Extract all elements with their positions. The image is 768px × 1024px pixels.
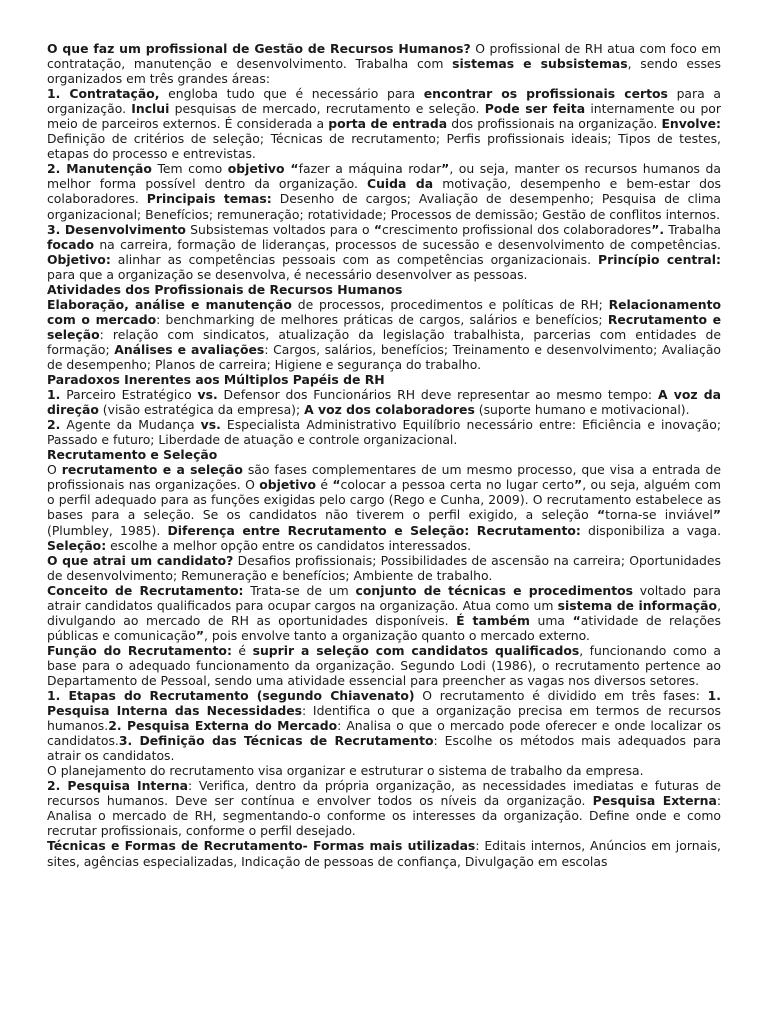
bold-text: ”. <box>651 221 665 237</box>
bold-text: 3. Desenvolvimento <box>47 221 186 237</box>
text: para a organização. <box>47 86 721 117</box>
text: é <box>316 477 333 493</box>
text: O <box>47 462 62 478</box>
bold-text: O que atrai um candidato? <box>47 552 234 568</box>
paragraph <box>47 643 721 688</box>
text: escolhe a melhor opção entre os candidatos interessados. <box>106 537 472 553</box>
bold-text: recrutamento e a seleção <box>61 462 243 478</box>
bold-text: sistemas e subsistemas <box>452 56 628 72</box>
text: Especialista Administrativo Equilíbrio necessário entre: Eficiência e inovação; Passado e futuro; Liberdade de atuação e controle organizacional. <box>47 417 721 448</box>
bold-text: Seleção: <box>47 537 107 553</box>
text: (visão estratégica da empresa); <box>98 402 305 418</box>
text: são fases complementares de um mesmo processo, que visa a entrada de profissionais nas organizações. O <box>47 462 721 493</box>
text: : Verifica, dentro da própria organização, as necessidades imediatas e futuras de recursos humanos. Deve ser contínua e envolver todos os níveis da organização. <box>47 778 721 809</box>
text: , funcionando como a base para o adequado funcionamento da organização. Segundo Lodi (1986), o recrutamento pertence ao Departamento de Pessoal, sendo uma atividade essencial para preencher as vagas nos diversos setores. <box>47 642 721 688</box>
bold-text: Pode ser feita <box>484 101 586 117</box>
text: : relação com sindicatos, atualização da legislação trabalhista, parcerias com entidades de formação; <box>47 326 721 357</box>
paragraph <box>47 387 721 417</box>
text: colocar a pessoa certa no lugar certo <box>340 477 575 493</box>
text: Desafios profissionais; Possibilidades de ascensão na carreira; Oportunidades de desenvolvimento; Remuneração e benefícios; Ambiente de trabalho. <box>47 552 722 583</box>
paragraph <box>47 372 721 387</box>
bold-text: Análises e avaliações <box>114 341 265 357</box>
text: torna-se inviável <box>605 507 713 523</box>
document-body <box>47 41 721 869</box>
bold-text: vs. <box>197 387 218 403</box>
bold-text: “ <box>597 507 606 523</box>
bold-text: Objetivo: <box>47 251 111 267</box>
text: na carreira, formação de lideranças, processos de sucessão e desenvolvimento de competências. <box>94 236 721 252</box>
text: O recrutamento é dividido em três fases: <box>414 688 708 704</box>
text: internamente ou por meio de parceiros externos. É considerada a <box>47 101 721 132</box>
bold-text: Recrutamento e Seleção <box>47 447 218 463</box>
paragraph <box>47 688 721 763</box>
text: Desenho de cargos; Avaliação de desempenho; Pesquisa de clima organizacional; Benefícios; remuneração; rotatividade; Processos de demissão; Gestão de conflitos internos. <box>47 191 721 222</box>
bold-text: Técnicas e Formas de Recrutamento- Formas mais utilizadas <box>47 838 476 854</box>
bold-text: 1. Contratação, <box>47 86 160 102</box>
text: Subsistemas voltados para o <box>185 221 374 237</box>
text: pesquisas de mercado, recrutamento e seleção. <box>169 101 485 117</box>
bold-text: ” <box>574 477 583 493</box>
bold-text: Função do Recrutamento: <box>47 642 232 658</box>
paragraph <box>47 417 721 447</box>
text: Definição de critérios de seleção; Técnicas de recrutamento; Perfis profissionais ideais; Tipos de testes, etapas do processo e entrevistas. <box>47 131 721 162</box>
bold-text: ” <box>195 627 204 643</box>
bold-text: Envolve: <box>661 116 721 132</box>
text: , sendo esses organizados em três grandes áreas: <box>47 56 721 87</box>
text: voltado para atrair candidatos qualificados para ocupar cargos na organização. Atua como um <box>47 582 721 613</box>
text: : Analisa o que o mercado pode oferecer e onde localizar os candidatos. <box>47 718 721 749</box>
bold-text: ” <box>441 161 450 177</box>
text: : benchmarking de melhores práticas de cargos, salários e benefícios; <box>156 311 608 327</box>
bold-text: 2. Manutenção <box>47 161 152 177</box>
paragraph <box>47 222 721 282</box>
text: Trata-se de um <box>243 582 356 598</box>
bold-text: suprir a seleção com candidatos qualificados <box>252 642 580 658</box>
text: : Cargos, salários, benefícios; Treinamento e desenvolvimento; Avaliação de desempenho; Planos de carreira; Higiene e segurança do trabalho. <box>47 341 721 372</box>
paragraph <box>47 553 721 583</box>
text: motivação, desempenho e bem-estar dos colaboradores. <box>47 176 722 207</box>
text: : Escolhe os métodos mais adequados para atrair os candidatos. <box>47 733 721 764</box>
text: : Identifica o que a organização precisa em termos de recursos humanos. <box>47 703 721 734</box>
paragraph <box>47 447 721 462</box>
bold-text: focado <box>47 236 94 252</box>
paragraph <box>47 86 721 161</box>
bold-text: Diferença entre Recrutamento e Seleção: Recrutamento: <box>167 522 581 538</box>
text: de processos, procedimentos e políticas de RH; <box>291 296 609 312</box>
bold-text: Conceito de Recrutamento: <box>47 582 244 598</box>
bold-text: porta de entrada <box>328 116 448 132</box>
paragraph <box>47 763 721 778</box>
text: uma <box>529 612 573 628</box>
text: engloba tudo que é necessário para <box>159 86 424 102</box>
paragraph <box>47 41 721 86</box>
text: atividade de relações públicas e comunicação <box>47 612 721 643</box>
text: : Analisa o mercado de RH, segmentando-o conforme os interesses da organização. Define onde e como recrutar profissionais, conforme o perfil desejado. <box>47 793 721 839</box>
bold-text: 2. Pesquisa Interna <box>47 778 189 794</box>
paragraph <box>47 838 721 868</box>
bold-text: Inclui <box>131 101 170 117</box>
bold-text: Relacionamento com o mercado <box>47 296 722 327</box>
bold-text: 2. Pesquisa Externa do Mercado <box>108 718 338 734</box>
text: fazer a máquina rodar <box>298 161 442 177</box>
bold-text: Princípio central: <box>598 251 721 267</box>
bold-text: conjunto de técnicas e procedimentos <box>355 582 634 598</box>
bold-text: É também <box>456 612 530 628</box>
bold-text: sistema de informação <box>557 597 718 613</box>
text: (suporte humano e motivacional). <box>474 402 690 418</box>
bold-text: Atividades dos Profissionais de Recursos Humanos <box>47 281 403 297</box>
bold-text: “ <box>373 221 382 237</box>
text: disponibiliza a vaga. <box>580 522 722 538</box>
text: , ou seja, manter os recursos humanos da melhor forma possível dentro da organização. <box>47 161 722 192</box>
bold-text: Cuida da <box>367 176 434 192</box>
bold-text: objetivo <box>259 477 316 493</box>
paragraph <box>47 778 721 838</box>
bold-text: 1. Pesquisa Interna das Necessidades <box>47 688 721 719</box>
bold-text: Recrutamento e seleção <box>47 311 722 342</box>
bold-text: “ <box>332 477 341 493</box>
bold-text: Elaboração, análise e manutenção <box>47 296 292 312</box>
text: , ou seja, alguém com o perfil adequado para as funções exigidas pelo cargo (Rego e Cunha, 2009). O recrutamento estabelece as bases para a seleção. Se os candidatos não tiverem o perfil exigido, a seleção <box>47 477 721 523</box>
text: Defensor dos Funcionários RH deve representar ao mesmo tempo: <box>217 387 658 403</box>
bold-text: 3. Definição das Técnicas de Recrutamento <box>118 733 434 749</box>
bold-text: Paradoxos Inerentes aos Múltiplos Papéis de RH <box>47 372 385 388</box>
text: , pois envolve tanto a organização quanto o mercado externo. <box>204 627 590 643</box>
bold-text: A voz da direção <box>47 387 721 418</box>
text: para que a organização se desenvolva, é necessário desenvolver as pessoas. <box>47 266 528 282</box>
paragraph <box>47 297 721 372</box>
paragraph <box>47 583 721 643</box>
paragraph <box>47 462 721 552</box>
bold-text: Pesquisa Externa <box>592 793 717 809</box>
bold-text: encontrar os profissionais certos <box>423 86 668 102</box>
text: Tem como <box>151 161 228 177</box>
text: , divulgando ao mercado de RH as oportunidades disponíveis. <box>47 597 722 628</box>
bold-text: objetivo “ <box>227 161 299 177</box>
bold-text: ” <box>712 507 721 523</box>
bold-text: “ <box>572 612 581 628</box>
bold-text: 1. Etapas do Recrutamento (segundo Chiavenato) <box>47 688 415 704</box>
bold-text: O que faz um profissional de Gestão de Recursos Humanos? <box>47 41 471 56</box>
text: : Editais internos, Anúncios em jornais, sites, agências especializadas, Indicação de pessoas de confiança, Divulgação em escolas <box>47 838 721 869</box>
text: é <box>231 642 253 658</box>
text: crescimento profissional dos colaboradores <box>381 221 652 237</box>
bold-text: Principais temas: <box>146 191 272 207</box>
paragraph <box>47 161 721 221</box>
text: Agente da Mudança <box>60 417 201 433</box>
bold-text: vs. <box>200 417 221 433</box>
text: alinhar as competências pessoais com as competências organizacionais. <box>110 251 598 267</box>
bold-text: A voz dos colaboradores <box>304 402 475 418</box>
text: dos profissionais na organização. <box>447 116 662 132</box>
bold-text: 2. <box>47 417 61 433</box>
text: O profissional de RH atua com foco em contratação, manutenção e desenvolvimento. Trabalha com <box>47 41 721 72</box>
text: Parceiro Estratégico <box>60 387 198 403</box>
text: O planejamento do recrutamento visa organizar e estruturar o sistema de trabalho da empresa. <box>47 763 644 779</box>
text: (Plumbley, 1985). <box>47 522 168 538</box>
bold-text: 1. <box>47 387 61 403</box>
paragraph <box>47 282 721 297</box>
text: Trabalha <box>664 221 722 237</box>
